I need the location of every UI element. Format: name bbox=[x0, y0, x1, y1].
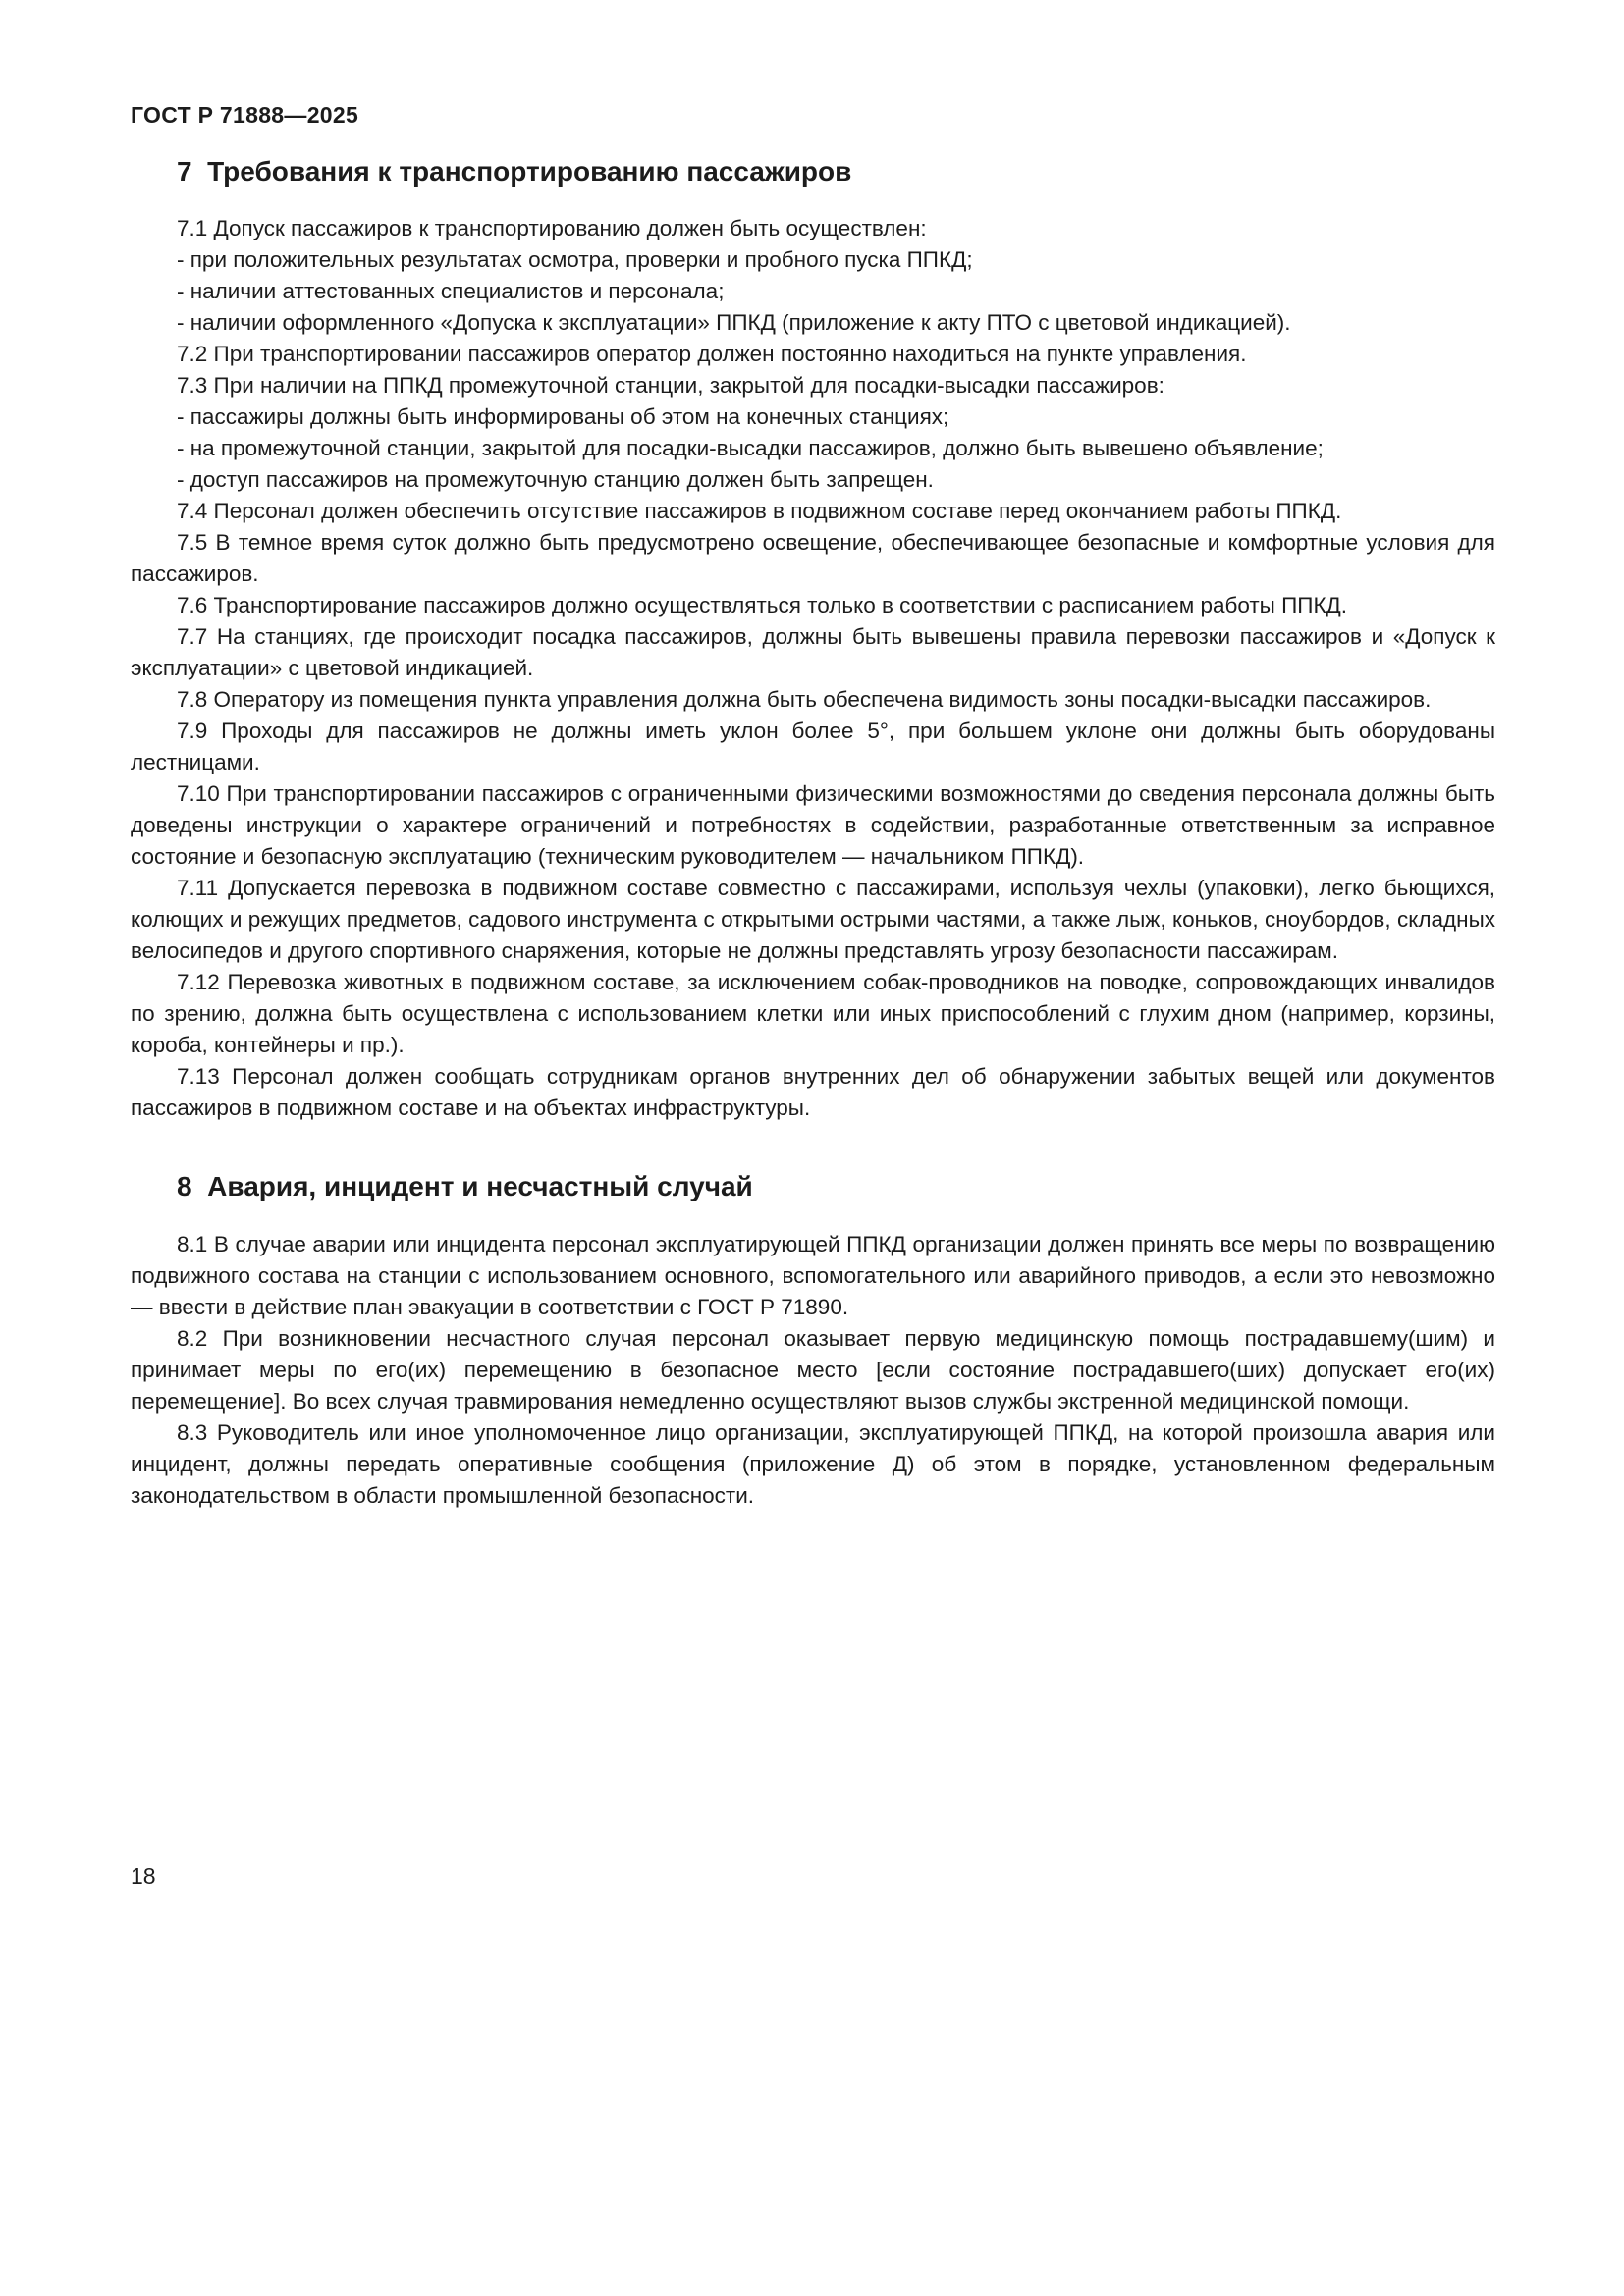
page-content bbox=[131, 102, 1495, 1512]
paragraph-8-2: 8.2 При возникновении несчастного случая персонал оказывает первую медицинскую помощь пострадавшему(шим) и принимает меры по его(их) перемещению в безопасное место [если состояние пострадавшего(ших) допускает его(их) перемещение]. Во всех случая травмирования немедленно осуществляют вызов службы экстренной медицинской помощи. bbox=[131, 1325, 1495, 1414]
paragraph-8-3: 8.3 Руководитель или иное уполномоченное лицо организации, эксплуатирующей ППКД, на которой произошла авария или инцидент, должны передать оперативные сообщения (приложение Д) об этом в порядке, установленном федеральным законодательством в области промышленной безопасности. bbox=[131, 1419, 1495, 1508]
list-item-7-3-a: - пассажиры должны быть информированы об этом на конечных станциях; bbox=[177, 404, 949, 430]
section-8 bbox=[131, 1169, 1495, 1511]
page-number: 18 bbox=[131, 1863, 156, 1889]
paragraph-7-11: 7.11 Допускается перевозка в подвижном составе совместно с пассажирами, используя чехлы (упаковки), легко бьющихся, колющих и режущих предметов, садового инструмента с открытыми острыми частями, а также лыж, коньков, сноубордов, складных велосипедов и другого спортивного снаряжения, которые не должны представлять угрозу безопасности пассажирам. bbox=[131, 876, 1495, 964]
paragraph-7-3: 7.3 При наличии на ППКД промежуточной станции, закрытой для посадки-высадки пассажиров: bbox=[177, 373, 1164, 399]
list-item-7-1-b: - наличии аттестованных специалистов и персонала; bbox=[177, 279, 725, 304]
paragraph-7-13: 7.13 Персонал должен сообщать сотрудникам органов внутренних дел об обнаружении забытых вещей или документов пассажиров в подвижном составе и на объектах инфраструктуры. bbox=[131, 1064, 1495, 1121]
section-7 bbox=[131, 154, 1495, 1124]
paragraph-7-12: 7.12 Перевозка животных в подвижном составе, за исключением собак-проводников на поводке, сопровождающих инвалидов по зрению, должна быть осуществлена с использованием клетки или иных приспособлений с глухим дном (например, корзины, короба, контейнеры и пр.). bbox=[131, 970, 1495, 1058]
paragraph-7-4: 7.4 Персонал должен обеспечить отсутствие пассажиров в подвижном составе перед окончанием работы ППКД. bbox=[177, 499, 1342, 524]
list-item-7-3-c: - доступ пассажиров на промежуточную станцию должен быть запрещен. bbox=[177, 467, 934, 493]
list-item-7-3-b: - на промежуточной станции, закрытой для посадки-высадки пассажиров, должно быть вывешено объявление; bbox=[177, 436, 1324, 461]
paragraph-7-6: 7.6 Транспортирование пассажиров должно осуществляться только в соответствии с расписанием работы ППКД. bbox=[177, 593, 1348, 618]
list-item-7-1-a: - при положительных результатах осмотра, проверки и пробного пуска ППКД; bbox=[177, 247, 973, 273]
paragraph-7-8: 7.8 Оператору из помещения пункта управления должна быть обеспечена видимость зоны посадки-высадки пассажиров. bbox=[177, 687, 1432, 713]
paragraph-7-10: 7.10 При транспортировании пассажиров с ограниченными физическими возможностями до сведения персонала должны быть доведены инструкции о характере ограничений и потребностях в содействии, разработанные ответственным за исправное состояние и безопасную эксплуатацию (техническим руководителем — начальником ППКД). bbox=[131, 781, 1495, 870]
section-8-heading: 8 Авария, инцидент и несчастный случай bbox=[177, 1171, 753, 1202]
list-item-7-1-c: - наличии оформленного «Допуска к эксплуатации» ППКД (приложение к акту ПТО с цветовой индикацией). bbox=[177, 310, 1291, 336]
paragraph-7-7: 7.7 На станциях, где происходит посадка пассажиров, должны быть вывешены правила перевозки пассажиров и «Допуск к эксплуатации» с цветовой индикацией. bbox=[131, 624, 1495, 681]
paragraph-7-9: 7.9 Проходы для пассажиров не должны иметь уклон более 5°, при большем уклоне они должны быть оборудованы лестницами. bbox=[131, 719, 1495, 775]
doc-header: ГОСТ Р 71888—2025 bbox=[131, 102, 359, 128]
paragraph-7-1: 7.1 Допуск пассажиров к транспортированию должен быть осуществлен: bbox=[177, 216, 927, 241]
paragraph-7-5: 7.5 В темное время суток должно быть предусмотрено освещение, обеспечивающее безопасные и комфортные условия для пассажиров. bbox=[131, 530, 1495, 587]
paragraph-7-2: 7.2 При транспортировании пассажиров оператор должен постоянно находиться на пункте управления. bbox=[177, 342, 1247, 367]
section-7-heading: 7 Требования к транспортированию пассажиров bbox=[177, 156, 852, 187]
paragraph-8-1: 8.1 В случае аварии или инцидента персонал эксплуатирующей ППКД организации должен принять все меры по возвращению подвижного состава на станции с использованием основного, вспомогательного или аварийного приводов, а если это невозможно — ввести в действие план эвакуации в соответствии с ГОСТ Р 71890. bbox=[131, 1231, 1495, 1319]
